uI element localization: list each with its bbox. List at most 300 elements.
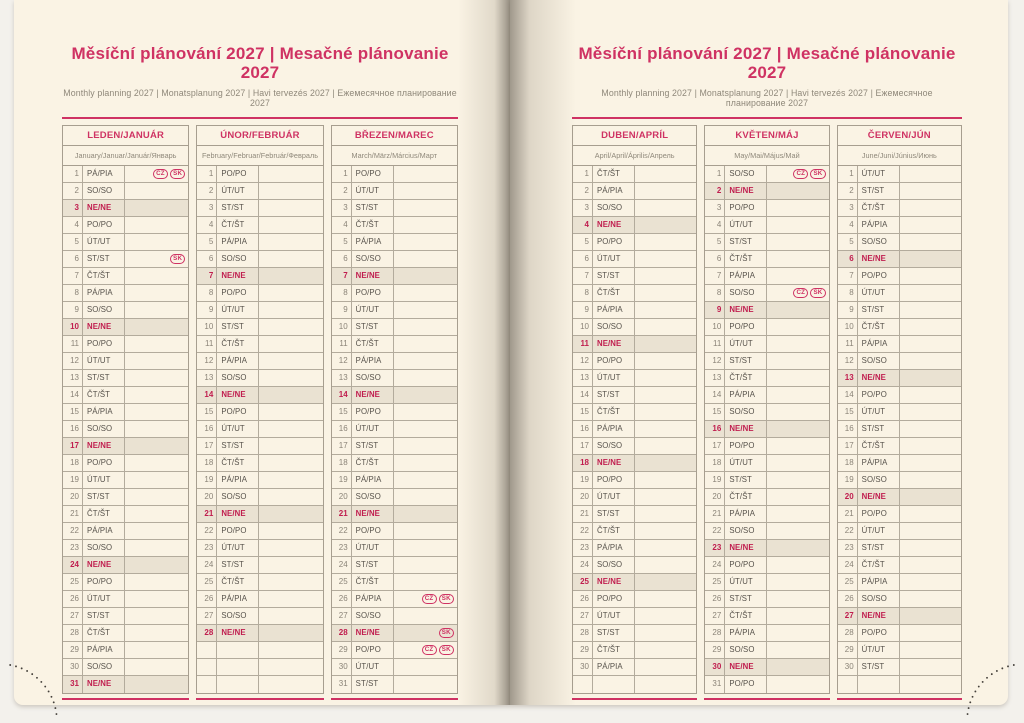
- day-name: ÚT/UT: [83, 353, 125, 369]
- day-name: NE/NE: [352, 625, 394, 641]
- day-number: 6: [63, 251, 83, 267]
- day-row: [838, 268, 961, 285]
- day-number: 2: [63, 183, 83, 199]
- day-row: [838, 285, 961, 302]
- notes-cell: [635, 625, 696, 641]
- day-row: [838, 217, 961, 234]
- notes-cell: [394, 540, 457, 556]
- day-name: PÁ/PIA: [858, 217, 900, 233]
- day-number: 3: [573, 200, 593, 216]
- day-name: NE/NE: [725, 421, 767, 437]
- day-number: 30: [332, 659, 352, 675]
- notes-cell: [767, 506, 828, 522]
- day-row: [573, 387, 696, 404]
- day-name: [217, 642, 259, 658]
- day-name: NE/NE: [217, 268, 259, 284]
- notes-cell: [767, 659, 828, 675]
- day-number: 24: [838, 557, 858, 573]
- notes-cell: [635, 285, 696, 301]
- day-name: ČT/ŠT: [83, 387, 125, 403]
- day-name: PO/PO: [725, 200, 767, 216]
- day-number: 20: [705, 489, 725, 505]
- day-row: [573, 166, 696, 183]
- notes-cell: [125, 166, 188, 182]
- notes-cell: [635, 659, 696, 675]
- day-name: ČT/ŠT: [83, 268, 125, 284]
- day-name: SO/SO: [593, 200, 635, 216]
- day-name: ČT/ŠT: [217, 455, 259, 471]
- notes-cell: [259, 404, 322, 420]
- day-number: 21: [838, 506, 858, 522]
- day-row: [705, 183, 828, 200]
- notes-cell: [767, 251, 828, 267]
- day-number: 4: [838, 217, 858, 233]
- day-row: [838, 404, 961, 421]
- notes-cell: [900, 251, 961, 267]
- day-name: [593, 676, 635, 693]
- day-name: ČT/ŠT: [217, 574, 259, 590]
- day-name: PÁ/PIA: [725, 506, 767, 522]
- day-row: [63, 183, 188, 200]
- day-row: [197, 183, 322, 200]
- day-row: [838, 183, 961, 200]
- day-row: [705, 336, 828, 353]
- day-name: PO/PO: [352, 166, 394, 182]
- notes-cell: [125, 540, 188, 556]
- day-name: NE/NE: [725, 540, 767, 556]
- day-row: [197, 506, 322, 523]
- month-underline: [331, 698, 458, 700]
- day-number: 28: [197, 625, 217, 641]
- day-row: [197, 268, 322, 285]
- notes-cell: [259, 387, 322, 403]
- day-name: PO/PO: [217, 285, 259, 301]
- day-row: [332, 404, 457, 421]
- notes-cell: [635, 166, 696, 182]
- day-number: 12: [705, 353, 725, 369]
- day-name: NE/NE: [858, 251, 900, 267]
- day-number: 17: [197, 438, 217, 454]
- day-row: [705, 387, 828, 404]
- day-name: ČT/ŠT: [83, 506, 125, 522]
- day-name: PO/PO: [352, 404, 394, 420]
- notes-cell: [259, 353, 322, 369]
- notes-cell: [259, 217, 322, 233]
- day-number: 2: [332, 183, 352, 199]
- day-name: SO/SO: [725, 404, 767, 420]
- day-number: 29: [332, 642, 352, 658]
- day-number: 9: [705, 302, 725, 318]
- notes-cell: [900, 370, 961, 386]
- day-row: [332, 268, 457, 285]
- day-number: 10: [838, 319, 858, 335]
- notes-cell: [259, 608, 322, 624]
- day-row: [573, 438, 696, 455]
- day-number: [197, 642, 217, 658]
- holiday-badge-cz: CZ: [793, 288, 808, 298]
- day-name: ČT/ŠT: [858, 319, 900, 335]
- day-row: [332, 455, 457, 472]
- day-name: PÁ/PIA: [858, 455, 900, 471]
- day-row: [63, 540, 188, 557]
- day-row: [573, 455, 696, 472]
- day-name: NE/NE: [593, 217, 635, 233]
- day-number: 15: [705, 404, 725, 420]
- day-name: PÁ/PIA: [217, 591, 259, 607]
- notes-cell: [767, 217, 828, 233]
- day-name: SO/SO: [725, 166, 767, 182]
- day-name: ČT/ŠT: [83, 625, 125, 641]
- day-row: [573, 183, 696, 200]
- day-row: [705, 506, 828, 523]
- day-number: 25: [332, 574, 352, 590]
- day-number: 11: [63, 336, 83, 352]
- notes-cell: [394, 387, 457, 403]
- day-name: ÚT/UT: [593, 489, 635, 505]
- notes-cell: [767, 591, 828, 607]
- day-name: ÚT/UT: [217, 540, 259, 556]
- notes-cell: [394, 319, 457, 335]
- day-row: [332, 438, 457, 455]
- day-name: SO/SO: [593, 557, 635, 573]
- day-name: NE/NE: [83, 200, 125, 216]
- day-row: [573, 625, 696, 642]
- day-row: [63, 268, 188, 285]
- day-name: PO/PO: [858, 387, 900, 403]
- day-name: SO/SO: [83, 659, 125, 675]
- day-number: 25: [838, 574, 858, 590]
- day-name: ÚT/UT: [217, 183, 259, 199]
- day-row: [63, 659, 188, 676]
- day-name: ÚT/UT: [352, 540, 394, 556]
- day-row: [63, 404, 188, 421]
- day-row: [197, 591, 322, 608]
- day-row: [573, 319, 696, 336]
- notes-cell: [125, 319, 188, 335]
- day-row: [573, 370, 696, 387]
- notes-cell: [394, 200, 457, 216]
- notes-cell: [125, 234, 188, 250]
- day-row: [705, 319, 828, 336]
- day-number: 23: [705, 540, 725, 556]
- notes-cell: [125, 336, 188, 352]
- day-number: 17: [705, 438, 725, 454]
- day-name: ČT/ŠT: [725, 608, 767, 624]
- day-name: PO/PO: [217, 166, 259, 182]
- notes-cell: [635, 336, 696, 352]
- day-row: [63, 523, 188, 540]
- notes-cell: [259, 472, 322, 488]
- day-row: [573, 659, 696, 676]
- day-number: 29: [573, 642, 593, 658]
- day-name: NE/NE: [725, 302, 767, 318]
- day-number: 16: [838, 421, 858, 437]
- notes-cell: [259, 523, 322, 539]
- holiday-badge-cz: CZ: [793, 169, 808, 179]
- day-number: 20: [573, 489, 593, 505]
- day-row: [332, 659, 457, 676]
- day-row: [838, 472, 961, 489]
- day-row: [197, 489, 322, 506]
- day-number: 13: [705, 370, 725, 386]
- notes-cell: [259, 166, 322, 182]
- day-row: [332, 591, 457, 608]
- day-row: [705, 472, 828, 489]
- notes-cell: [767, 268, 828, 284]
- day-name: SO/SO: [352, 370, 394, 386]
- day-row: [838, 591, 961, 608]
- holiday-badge-cz: CZ: [422, 594, 437, 604]
- day-name: PO/PO: [593, 353, 635, 369]
- notes-cell: [125, 574, 188, 590]
- day-name: SO/SO: [352, 251, 394, 267]
- day-name: ÚT/UT: [83, 472, 125, 488]
- notes-cell: [635, 370, 696, 386]
- notes-cell: [394, 455, 457, 471]
- notes-cell: [900, 591, 961, 607]
- day-row: [332, 200, 457, 217]
- day-name: NE/NE: [217, 387, 259, 403]
- notes-cell: [767, 302, 828, 318]
- day-name: NE/NE: [858, 370, 900, 386]
- day-name: SO/SO: [352, 608, 394, 624]
- day-name: ÚT/UT: [725, 455, 767, 471]
- day-name: SO/SO: [858, 472, 900, 488]
- notes-cell: [394, 353, 457, 369]
- notes-cell: [635, 506, 696, 522]
- day-number: 4: [63, 217, 83, 233]
- notes-cell: [635, 251, 696, 267]
- notes-cell: [635, 200, 696, 216]
- day-row: [838, 455, 961, 472]
- notes-cell: [900, 217, 961, 233]
- day-name: [217, 659, 259, 675]
- day-name: PÁ/PIA: [217, 472, 259, 488]
- month-name: DUBEN/APRÍL: [573, 126, 696, 146]
- notes-cell: [900, 421, 961, 437]
- day-number: 12: [197, 353, 217, 369]
- notes-cell: [635, 217, 696, 233]
- notes-cell: [767, 574, 828, 590]
- day-row: [838, 659, 961, 676]
- day-row: [573, 200, 696, 217]
- notes-cell: [394, 506, 457, 522]
- day-number: 17: [573, 438, 593, 454]
- day-number: 5: [63, 234, 83, 250]
- day-number: 19: [838, 472, 858, 488]
- day-row: [63, 166, 188, 183]
- day-name: ÚT/UT: [352, 659, 394, 675]
- month-table: [572, 125, 697, 694]
- notes-cell: [900, 625, 961, 641]
- holiday-badge-cz: CZ: [422, 645, 437, 655]
- day-row: [197, 234, 322, 251]
- day-name: ST/ST: [593, 625, 635, 641]
- day-row: [838, 319, 961, 336]
- day-name: PÁ/PIA: [725, 387, 767, 403]
- day-name: ČT/ŠT: [858, 200, 900, 216]
- notes-cell: [900, 659, 961, 675]
- day-number: 15: [63, 404, 83, 420]
- day-name: ÚT/UT: [217, 302, 259, 318]
- day-row: [63, 455, 188, 472]
- day-number: 4: [705, 217, 725, 233]
- notes-cell: [900, 302, 961, 318]
- day-name: NE/NE: [593, 574, 635, 590]
- day-name: ST/ST: [725, 472, 767, 488]
- notes-cell: [259, 319, 322, 335]
- day-name: ST/ST: [217, 200, 259, 216]
- day-name: NE/NE: [83, 438, 125, 454]
- day-name: ČT/ŠT: [725, 489, 767, 505]
- day-name: PO/PO: [352, 523, 394, 539]
- day-row: [197, 523, 322, 540]
- day-name: SO/SO: [352, 489, 394, 505]
- day-name: PÁ/PIA: [858, 336, 900, 352]
- day-row: [838, 200, 961, 217]
- day-number: 22: [63, 523, 83, 539]
- holiday-badge-sk: SK: [170, 254, 185, 264]
- notes-cell: [767, 234, 828, 250]
- notes-cell: [635, 608, 696, 624]
- day-row: [332, 676, 457, 693]
- day-row: [573, 540, 696, 557]
- notes-cell: [125, 608, 188, 624]
- day-row: [63, 353, 188, 370]
- day-name: PÁ/PIA: [217, 353, 259, 369]
- notes-cell: [900, 472, 961, 488]
- day-row: [838, 557, 961, 574]
- notes-cell: [394, 591, 457, 607]
- day-row: [573, 285, 696, 302]
- day-row: [838, 642, 961, 659]
- month-table: [704, 125, 829, 694]
- notes-cell: [767, 438, 828, 454]
- day-number: 23: [63, 540, 83, 556]
- day-name: PÁ/PIA: [352, 591, 394, 607]
- month-name: BŘEZEN/MAREC: [332, 126, 457, 146]
- day-number: 9: [197, 302, 217, 318]
- day-number: 11: [332, 336, 352, 352]
- day-row: [332, 217, 457, 234]
- month-underline: [62, 698, 189, 700]
- day-number: 7: [838, 268, 858, 284]
- page-title: Měsíční plánování 2027 | Mesačné plánovanie 2027: [578, 44, 956, 82]
- month-column: [62, 125, 189, 700]
- notes-cell: [259, 336, 322, 352]
- notes-cell: [767, 540, 828, 556]
- day-row: [332, 472, 457, 489]
- day-row: [63, 591, 188, 608]
- day-row: [63, 574, 188, 591]
- notes-cell: [125, 217, 188, 233]
- day-row: [63, 506, 188, 523]
- day-row: [838, 370, 961, 387]
- day-name: NE/NE: [858, 489, 900, 505]
- notes-cell: [767, 166, 828, 182]
- day-number: 22: [332, 523, 352, 539]
- day-name: ST/ST: [858, 659, 900, 675]
- day-number: 9: [838, 302, 858, 318]
- notes-cell: [259, 591, 322, 607]
- day-row: [838, 166, 961, 183]
- month-column: [704, 125, 829, 700]
- notes-cell: [635, 557, 696, 573]
- notes-cell: [394, 625, 457, 641]
- day-row: [197, 557, 322, 574]
- day-number: 30: [573, 659, 593, 675]
- day-number: 11: [197, 336, 217, 352]
- month-subtitle: May/Mai/Május/Май: [705, 146, 828, 166]
- notes-cell: [394, 234, 457, 250]
- day-number: 18: [63, 455, 83, 471]
- day-name: SO/SO: [858, 353, 900, 369]
- day-number: 3: [705, 200, 725, 216]
- day-number: 23: [332, 540, 352, 556]
- notes-cell: [259, 370, 322, 386]
- day-name: ST/ST: [725, 591, 767, 607]
- day-number: 10: [63, 319, 83, 335]
- notes-cell: [767, 455, 828, 471]
- notes-cell: [259, 557, 322, 573]
- notes-cell: [125, 489, 188, 505]
- day-row: [332, 625, 457, 642]
- notes-cell: [767, 557, 828, 573]
- day-row: [63, 676, 188, 693]
- notes-cell: [900, 404, 961, 420]
- day-name: ST/ST: [83, 251, 125, 267]
- notes-cell: [767, 183, 828, 199]
- day-row: [63, 370, 188, 387]
- day-number: 15: [197, 404, 217, 420]
- day-name: ČT/ŠT: [593, 166, 635, 182]
- day-number: 3: [838, 200, 858, 216]
- notes-cell: [259, 285, 322, 301]
- day-name: SO/SO: [217, 489, 259, 505]
- notes-cell: [125, 591, 188, 607]
- day-name: SO/SO: [725, 642, 767, 658]
- day-row: [197, 251, 322, 268]
- holiday-badge-sk: SK: [439, 628, 454, 638]
- day-name: ST/ST: [725, 234, 767, 250]
- day-row: [705, 659, 828, 676]
- day-row: [332, 387, 457, 404]
- notes-cell: [259, 659, 322, 675]
- month-name: KVĚTEN/MÁJ: [705, 126, 828, 146]
- notes-cell: [259, 574, 322, 590]
- day-row: [63, 387, 188, 404]
- day-number: 25: [197, 574, 217, 590]
- day-row: [63, 608, 188, 625]
- day-number: 3: [197, 200, 217, 216]
- day-row: [63, 336, 188, 353]
- day-number: 16: [63, 421, 83, 437]
- day-number: 23: [838, 540, 858, 556]
- day-number: 10: [573, 319, 593, 335]
- day-number: 11: [573, 336, 593, 352]
- notes-cell: [900, 234, 961, 250]
- day-row: [838, 540, 961, 557]
- day-row: [573, 489, 696, 506]
- day-number: 17: [332, 438, 352, 454]
- day-row: [332, 557, 457, 574]
- notes-cell: [125, 387, 188, 403]
- day-number: 9: [63, 302, 83, 318]
- day-row: [573, 523, 696, 540]
- day-number: 3: [63, 200, 83, 216]
- day-number: 8: [332, 285, 352, 301]
- day-row: [573, 336, 696, 353]
